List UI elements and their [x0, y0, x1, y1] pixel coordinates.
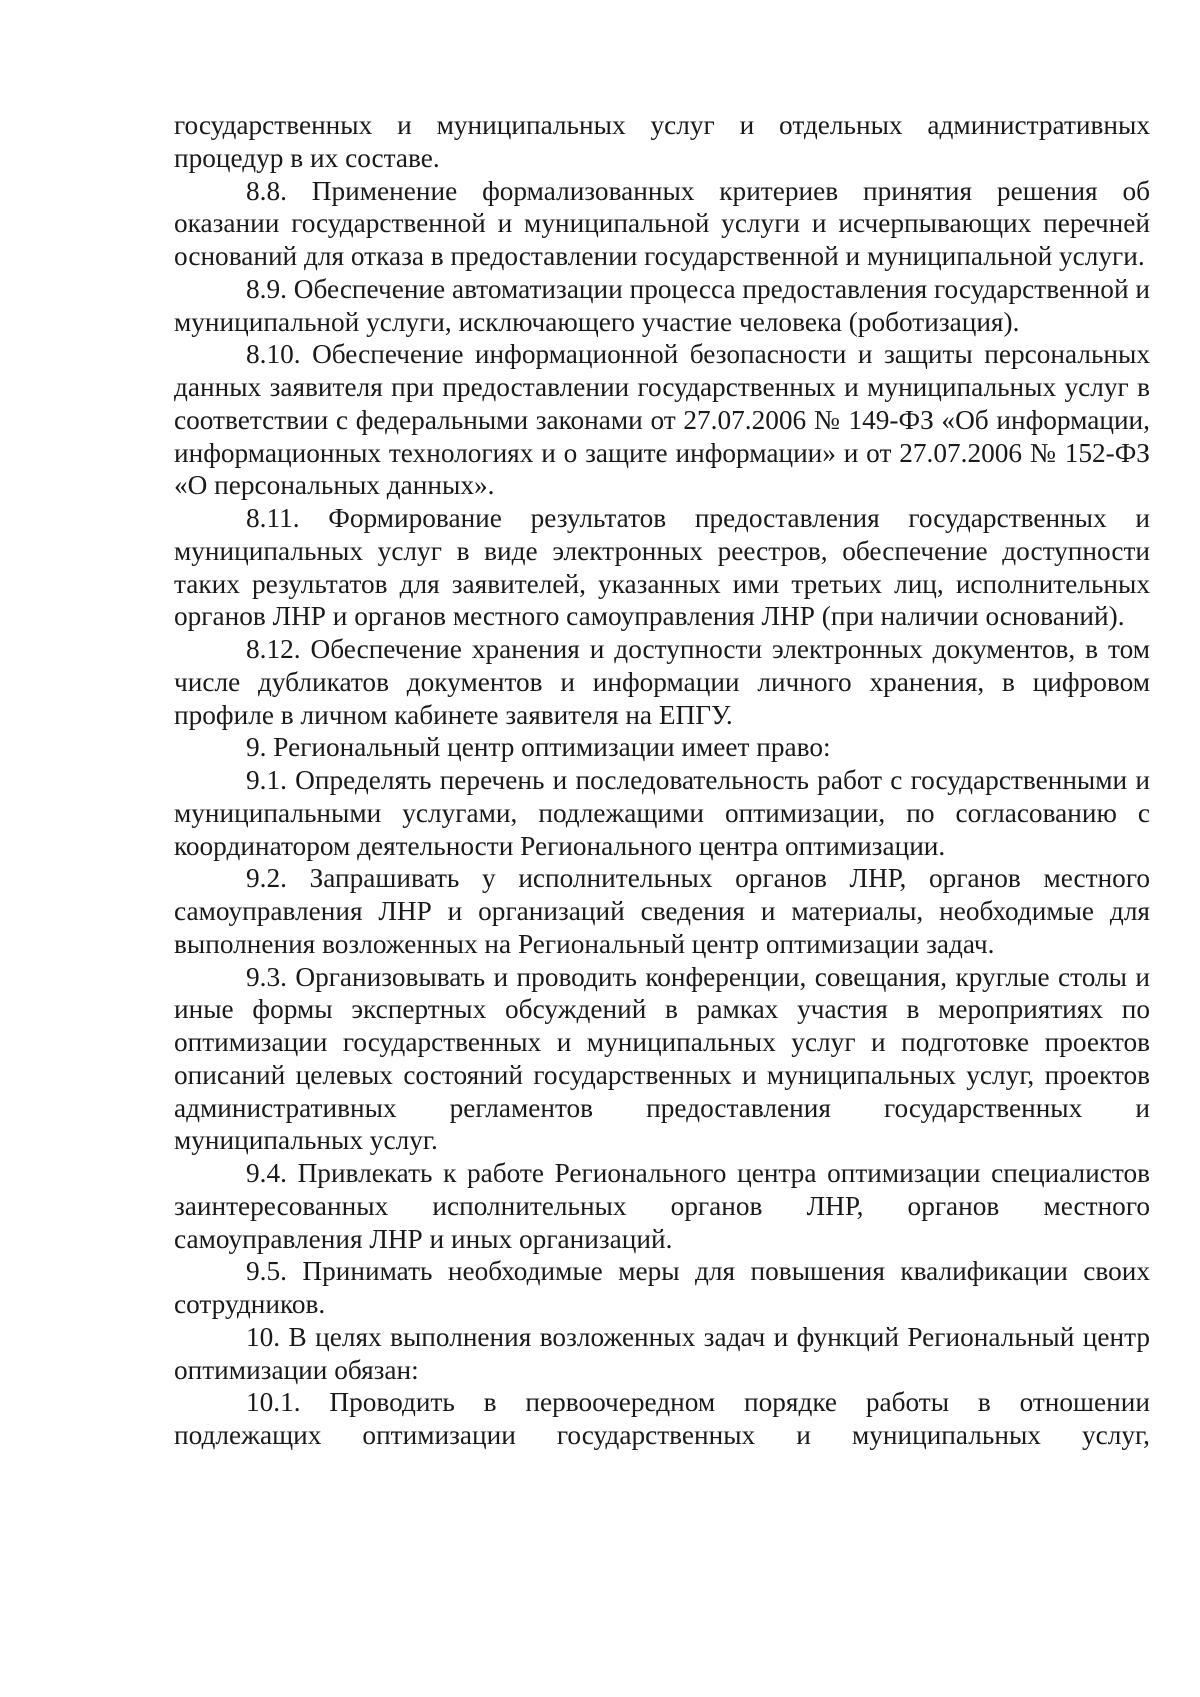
paragraph-continuation: государственных и муниципальных услуг и отдельных административных процедур в их составе. [174, 110, 1150, 173]
paragraph-8-9: 8.9. Обеспечение автоматизации процесса предоставления государственной и муниципальной услуги, исключающего участие человека (роботизация). [174, 273, 1150, 337]
paragraph-9-3: 9.3. Организовывать и проводить конференции, совещания, круглые столы и иные формы экспертных обсуждений в рамках участия в мероприятиях по оптимизации государственных и муниципальных услуг и подготовке проектов описаний целевых состояний государственных и муниципальных услуг, проектов административных регламентов предоставления государственных и муниципальных услуг. [174, 961, 1150, 1156]
paragraph-8-11: 8.11. Формирование результатов предоставления государственных и муниципальных услуг в виде электронных реестров, обеспечение доступности таких результатов для заявителей, указанных ими третьих лиц, исполнительных органов ЛНР и органов местного самоуправления ЛНР (при наличии оснований). [174, 503, 1150, 632]
paragraph-8-12: 8.12. Обеспечение хранения и доступности электронных документов, в том числе дубликатов документов и информации личного хранения, в цифровом профиле в личном кабинете заявителя на ЕПГУ. [174, 634, 1150, 730]
paragraph-9-1: 9.1. Определять перечень и последовательность работ с государственными и муниципальными услугами, подлежащими оптимизации, по согласованию с координатором деятельности Регионального центра оптимизации. [174, 765, 1150, 861]
paragraph-9-4: 9.4. Привлекать к работе Регионального центра оптимизации специалистов заинтересованных исполнительных органов ЛНР, органов местного самоуправления ЛНР и иных организаций. [174, 1158, 1150, 1254]
document-body [174, 109, 1150, 1452]
paragraph-8-10: 8.10. Обеспечение информационной безопасности и защиты персональных данных заявителя при предоставлении государственных и муниципальных услуг в соответствии с федеральными законами от 27.07.2006 № 149-ФЗ «Об информации, информационных технологиях и о защите информации» и от 27.07.2006 № 152-ФЗ «О персональных данных». [174, 339, 1150, 501]
paragraph-8-8: 8.8. Применение формализованных критериев принятия решения об оказании государственной и муниципальной услуги и исчерпывающих перечней оснований для отказа в предоставлении государственной и муниципальной услуги. [174, 175, 1150, 271]
paragraph-9: 9. Региональный центр оптимизации имеет право: [246, 732, 831, 763]
paragraph-10: 10. В целях выполнения возложенных задач и функций Региональный центр оптимизации обязан: [174, 1321, 1150, 1385]
paragraph-10-1: 10.1. Проводить в первоочередном порядке работы в отношении подлежащих оптимизации государственных и муниципальных услуг, [174, 1387, 1150, 1450]
paragraph-9-5: 9.5. Принимать необходимые меры для повышения квалификации своих сотрудников. [174, 1256, 1150, 1319]
paragraph-9-2: 9.2. Запрашивать у исполнительных органов ЛНР, органов местного самоуправления ЛНР и организаций сведения и материалы, необходимые для выполнения возложенных на Региональный центр оптимизации задач. [174, 863, 1150, 959]
